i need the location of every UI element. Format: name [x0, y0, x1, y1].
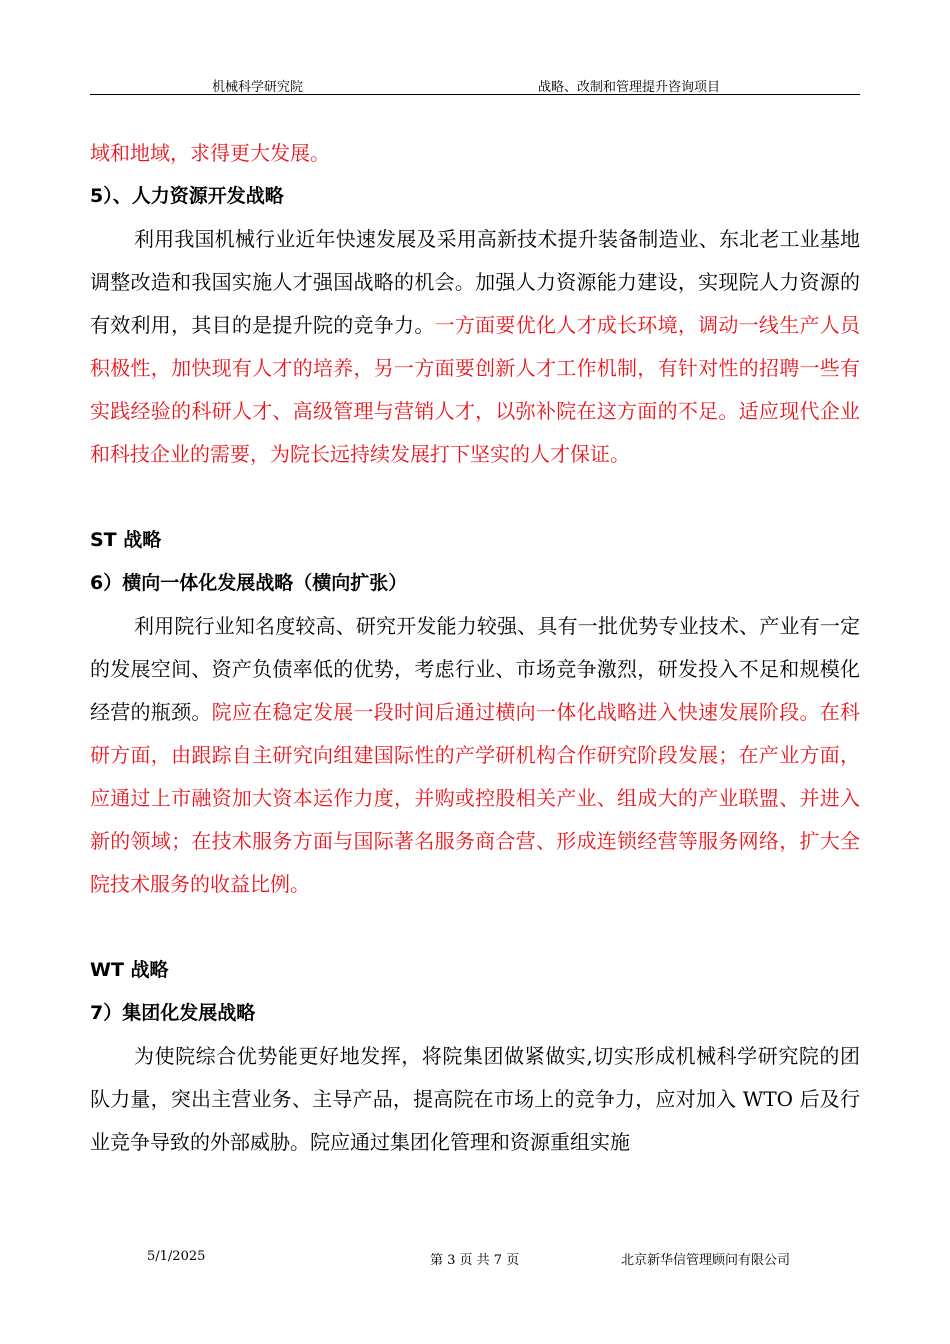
page-header	[0, 76, 950, 96]
footer-company: 北京新华信管理顾问有限公司	[621, 1253, 791, 1268]
section-5-paragraph	[90, 218, 860, 476]
header-org: 机械科学研究院	[212, 80, 304, 95]
section-6-text-red: 院应在稳定发展一段时间后通过横向一体化战略进入快速发展阶段。在科研方面，由跟踪自主研究向组建国际性的产学研机构合作研究阶段发展；在产业方面，应通过上市融资加大资本运作力度，并购或控股相关产业、组成大的产业联盟、并进入新的领域；在技术服务方面与国际著名服务商合营、形成连锁经营等服务网络，扩大全院技术服务的收益比例。	[90, 700, 861, 896]
section-5-heading: 5）、人力资源开发战略	[90, 185, 284, 207]
wt-strategy-title: WT 战略	[90, 959, 169, 981]
intro-continuation: 域和地域，求得更大发展。	[90, 141, 330, 165]
document-body	[90, 132, 860, 1164]
section-6-heading: 6）横向一体化发展战略（横向扩张）	[90, 572, 408, 594]
section-6-text-black: 利用院行业知名度较高、研究开发能力较强、具有一批优势专业技术、产业有一定的发展空间、资产负债率低的优势，考虑行业、市场竞争激烈，研发投入不足和规模化经营的瓶颈。	[90, 614, 860, 724]
section-7-heading: 7）集团化发展战略	[90, 1002, 256, 1024]
header-project: 战略、改制和管理提升咨询项目	[538, 80, 721, 95]
section-7-text-black: 为使院综合优势能更好地发挥，将院集团做紧做实,切实形成机械科学研究院的团队力量，突出主营业务、主导产品，提高院在市场上的竞争力，应对加入 WTO 后及行业竞争导致的外部威胁。院应通过集团化管理和资源重组实施	[90, 1044, 860, 1154]
st-strategy-title: ST 战略	[90, 529, 162, 551]
footer-date: 5/1/2025	[147, 1249, 206, 1264]
section-5-text-black: 利用我国机械行业近年快速发展及采用高新技术提升装备制造业、东北老工业基地调整改造和我国实施人才强国战略的机会。加强人力资源能力建设，实现院人力资源的有效利用，其目的是提升院的竞争力。	[90, 227, 860, 337]
section-5-text-red: 一方面要优化人才成长环境，调动一线生产人员积极性，加快现有人才的培养，另一方面要创新人才工作机制，有针对性的招聘一些有实践经验的科研人才、高级管理与营销人才，以弥补院在这方面的不足。适应现代企业和科技企业的需要，为院长远持续发展打下坚实的人才保证。	[90, 313, 861, 466]
section-6-paragraph	[90, 605, 860, 906]
spacer	[90, 476, 860, 519]
header-divider	[90, 94, 860, 95]
spacer	[90, 906, 860, 949]
page-footer	[0, 1249, 950, 1269]
footer-page-number: 第 3 页 共 7 页	[430, 1253, 520, 1268]
section-7-paragraph	[90, 1035, 860, 1164]
